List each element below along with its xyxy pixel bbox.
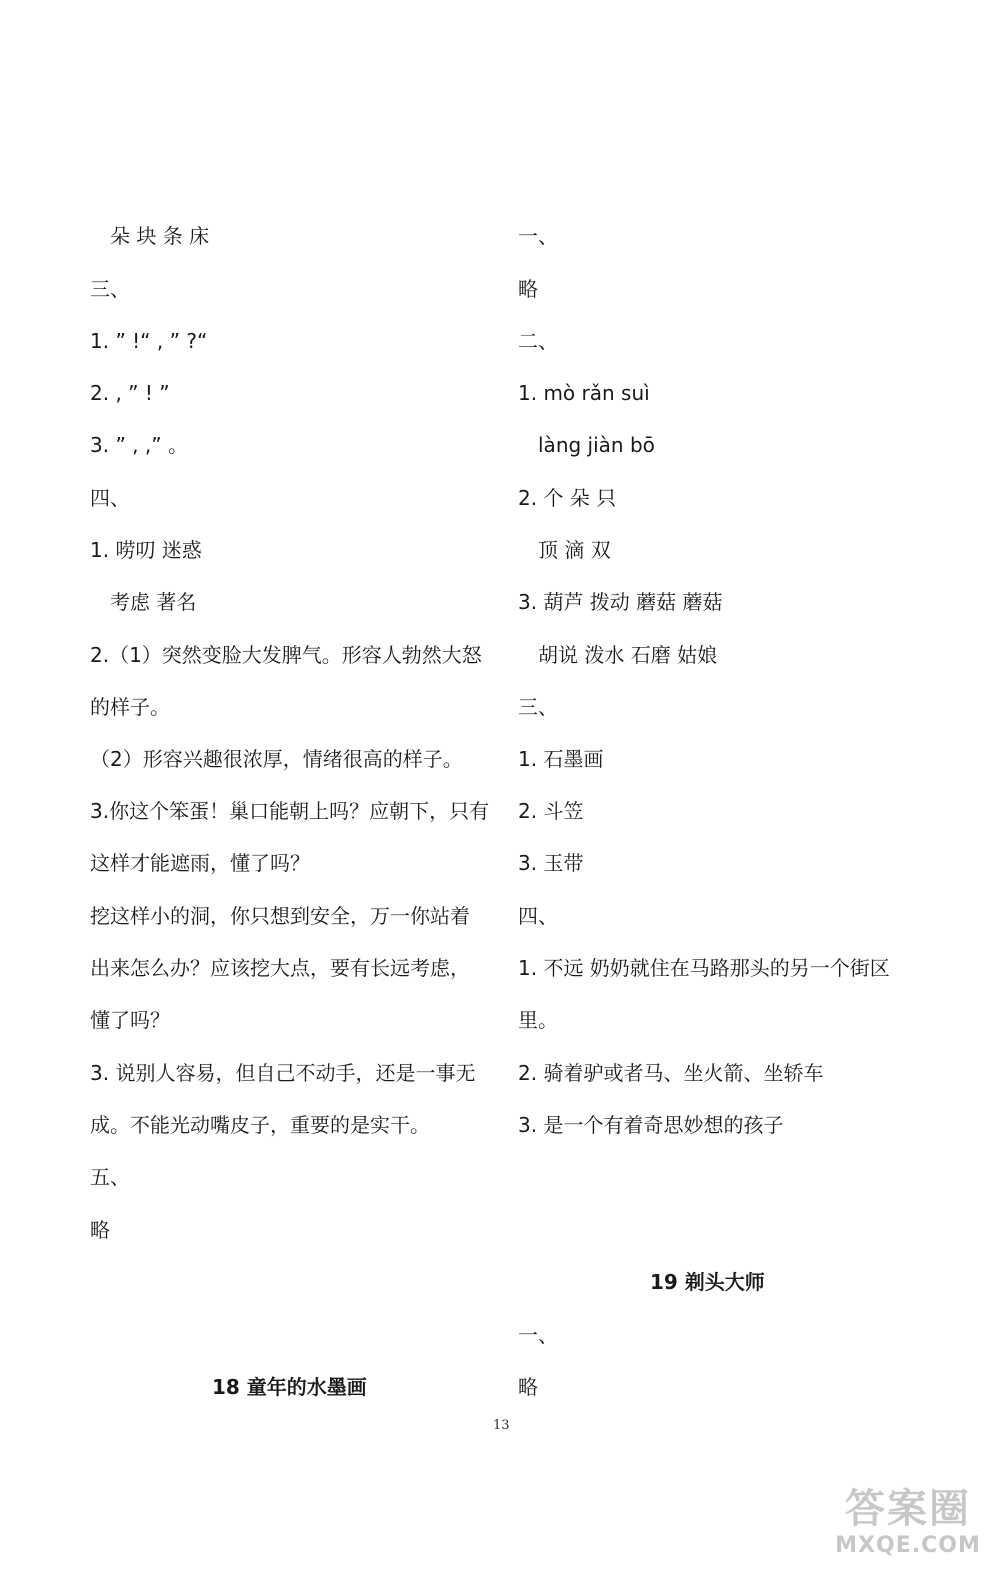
answer-line: 3. 是一个有着奇思妙想的孩子 [518, 1113, 784, 1137]
answer-line: 顶 滴 双 [538, 538, 611, 562]
watermark-logo-text: 答案圈 [845, 1485, 971, 1532]
answer-line: 3. ” , ,” 。 [90, 433, 188, 457]
answer-line: 的样子。 [90, 695, 170, 719]
answer-line: 2. 骑着驴或者马、坐火箭、坐轿车 [518, 1061, 824, 1085]
lesson-heading-18: 18 童年的水墨画 [212, 1375, 367, 1399]
section-heading-2: 二、 [518, 329, 558, 353]
answer-line: 3.你这个笨蛋！巢口能朝上吗？应朝下，只有 [90, 799, 490, 823]
answer-line: 里。 [518, 1008, 558, 1032]
watermark-logo [828, 1485, 988, 1565]
answer-line: 2. 个 朵 只 [518, 486, 617, 510]
lesson-heading-19: 19 剃头大师 [650, 1270, 765, 1294]
answer-line: 2.（1）突然变脸大发脾气。形容人勃然大怒 [90, 643, 482, 667]
answer-line: 2. , ” ! ” [90, 381, 170, 405]
answer-line: 1. 石墨画 [518, 747, 604, 771]
answer-line: 略 [90, 1218, 110, 1242]
pinyin-line: làng jiàn bō [538, 433, 655, 457]
answer-line: 3. 说别人容易，但自己不动手，还是一事无 [90, 1061, 476, 1085]
answer-line: 2. 斗笠 [518, 799, 584, 823]
section-heading-4: 四、 [518, 904, 558, 928]
section-heading-3: 三、 [518, 695, 558, 719]
answer-line: 考虑 著名 [110, 590, 197, 614]
answer-line: 胡说 泼水 石磨 姑娘 [538, 643, 718, 667]
measure-words-line: 朵 块 条 床 [110, 224, 210, 248]
watermark-url: MXQE.COM [835, 1533, 981, 1558]
answer-line: 出来怎么办？应该挖大点，要有长远考虑， [90, 956, 470, 980]
answer-line: 3. 玉带 [518, 851, 584, 875]
section-heading-3: 三、 [90, 277, 130, 301]
answer-line: 成。不能光动嘴皮子，重要的是实干。 [90, 1113, 430, 1137]
answer-line: （2）形容兴趣很浓厚，情绪很高的样子。 [90, 747, 463, 771]
answer-line: 略 [518, 1375, 538, 1399]
section-heading-4: 四、 [90, 486, 130, 510]
pinyin-line: 1. mò rǎn suì [518, 381, 650, 405]
section-heading-1: 一、 [518, 1323, 558, 1347]
page-number: 13 [493, 1418, 510, 1433]
answer-line: 1. 不远 奶奶就住在马路那头的另一个街区 [518, 956, 890, 980]
section-heading-1: 一、 [518, 224, 558, 248]
answer-line: 挖这样小的洞，你只想到安全，万一你站着 [90, 904, 470, 928]
answer-line: 懂了吗？ [90, 1008, 170, 1032]
answer-line: 这样才能遮雨，懂了吗？ [90, 851, 310, 875]
section-heading-5: 五、 [90, 1165, 130, 1189]
answer-line: 1. ” !“ , ” ?“ [90, 329, 208, 353]
answer-line: 3. 葫芦 拨动 蘑菇 蘑菇 [518, 590, 723, 614]
answer-line: 1. 唠叨 迷惑 [90, 538, 202, 562]
answer-line: 略 [518, 277, 538, 301]
